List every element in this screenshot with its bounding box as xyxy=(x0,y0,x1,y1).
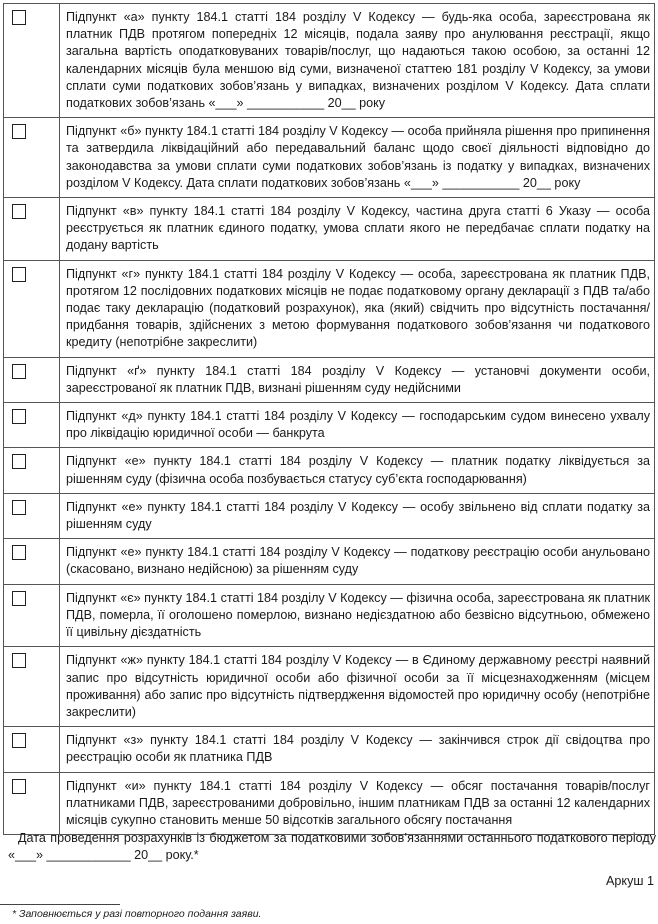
reason-text-8: Підпункт «е» пункту 184.1 статті 184 розділу V Кодексу — особу звільнено від сплати податку за рішенням суду xyxy=(60,493,655,538)
reason-checkbox-3[interactable] xyxy=(12,204,26,219)
reason-row-2 xyxy=(4,118,655,198)
reason-checkbox-8[interactable] xyxy=(12,500,26,515)
reason-row-8 xyxy=(4,493,655,538)
reason-checkbox-4[interactable] xyxy=(12,267,26,282)
settlement-date-text: Дата проведення розрахунків із бюджетом за податковими зобов’язаннями останнього податкового періоду «___» ____________ 20__ року.* xyxy=(8,831,656,863)
reason-checkbox-6[interactable] xyxy=(12,409,26,424)
reason-checkbox-5[interactable] xyxy=(12,364,26,379)
reason-text-3: Підпункт «в» пункту 184.1 статті 184 розділу V Кодексу, частина друга статті 6 Указу — особа реєструється як платник єдиного податку, умова сплати якого не передбачає сплати податку на додану вартість xyxy=(60,198,655,261)
reason-row-6 xyxy=(4,403,655,448)
reason-row-11 xyxy=(4,647,655,727)
reasons-table xyxy=(3,3,655,835)
reason-row-13 xyxy=(4,772,655,835)
reason-row-4 xyxy=(4,260,655,357)
reason-row-12 xyxy=(4,727,655,772)
sheet-label: Аркуш 1 xyxy=(606,874,654,888)
reason-checkbox-7[interactable] xyxy=(12,454,26,469)
reason-row-7 xyxy=(4,448,655,493)
reason-text-5: Підпункт «ґ» пункту 184.1 статті 184 розділу V Кодексу — установчі документи особи, зареєстрованої як платник ПДВ, визнані рішенням суду недійсними xyxy=(60,357,655,402)
reason-checkbox-12[interactable] xyxy=(12,733,26,748)
footnote: * Заповнюється у разі повторного подання заяви. xyxy=(12,908,262,920)
reason-text-9: Підпункт «е» пункту 184.1 статті 184 розділу V Кодексу — податкову реєстрацію особи анульовано (скасовано, визнано недійсною) за рішенням суду xyxy=(60,539,655,584)
reason-text-12: Підпункт «з» пункту 184.1 статті 184 розділу V Кодексу — закінчився строк дії свідоцтва про реєстрацію особи як платника ПДВ xyxy=(60,727,655,772)
reason-text-13: Підпункт «и» пункту 184.1 статті 184 розділу V Кодексу — обсяг постачання товарів/послуг платниками ПДВ, зареєстрованими добровільно, іншим платникам ПДВ за останні 12 календарних місяців сукупно становить менше 50 відсотків загального обсягу постачання xyxy=(60,772,655,835)
reason-text-1: Підпункт «а» пункту 184.1 статті 184 розділу V Кодексу — будь-яка особа, зареєстрована як платник ПДВ протягом попередніх 12 місяців, подала заяву про анулювання реєстрації, якщо загальна вартість оподатковуваних товарів/послуг, що надаються такою особою, за останні 12 календарних місяців була меншою від суми, визначеної статтею 181 розділу V Кодексу, за умови сплати суми податкових зобов’язань у випадках, визначених розділом V Кодексу. Дата сплати податкових зобов’язань «___» ___________ 20__ року xyxy=(60,4,655,118)
reason-checkbox-9[interactable] xyxy=(12,545,26,560)
reason-checkbox-2[interactable] xyxy=(12,124,26,139)
reason-checkbox-13[interactable] xyxy=(12,779,26,794)
reason-text-4: Підпункт «г» пункту 184.1 статті 184 розділу V Кодексу — особа, зареєстрована як платник ПДВ, протягом 12 послідовних податкових місяців не подає податковому органу декларації з ПДВ та/або подає таку декларацію (податковий розрахунок), яка (який) свідчить про відсутність постачання/придбання товарів, здійснених з метою формування податкового зобов’язання чи податкового кредиту (непотрібне закреслити) xyxy=(60,260,655,357)
reason-text-2: Підпункт «б» пункту 184.1 статті 184 розділу V Кодексу — особа прийняла рішення про припинення та затвердила ліквідаційний або передавальний баланс щодо своєї діяльності відповідно до законодавства за умови сплати суми податкових зобов’язань із податку у випадках, визначених розділом V Кодексу. Дата сплати податкових зобов’язань «___» ___________ 20__ року xyxy=(60,118,655,198)
reason-checkbox-11[interactable] xyxy=(12,653,26,668)
reason-row-5 xyxy=(4,357,655,402)
reason-row-3 xyxy=(4,198,655,261)
reason-row-9 xyxy=(4,539,655,584)
reason-checkbox-10[interactable] xyxy=(12,591,26,606)
reason-text-7: Підпункт «е» пункту 184.1 статті 184 розділу V Кодексу — платник податку ліквідується за рішенням суду (фізична особа позбувається статусу суб’єкта господарювання) xyxy=(60,448,655,493)
footnote-rule xyxy=(0,904,120,905)
reason-text-11: Підпункт «ж» пункту 184.1 статті 184 розділу V Кодексу — в Єдиному державному реєстрі наявний запис про відсутність юридичної особи або фізичної особи за її місцезнаходженням (місцем проживання) або запис про відсутність підтвердження відомостей про юридичну особу (непотрібне закреслити) xyxy=(60,647,655,727)
reason-text-6: Підпункт «д» пункту 184.1 статті 184 розділу V Кодексу — господарським судом винесено ухвалу про ліквідацію юридичної особи — банкрута xyxy=(60,403,655,448)
reason-text-10: Підпункт «є» пункту 184.1 статті 184 розділу V Кодексу — фізична особа, зареєстрована як платник ПДВ, померла, її оголошено померлою, визнано недієздатною або безвісно відсутньою, обмежено її цивільну дієздатність xyxy=(60,584,655,647)
reason-row-10 xyxy=(4,584,655,647)
reason-checkbox-1[interactable] xyxy=(12,10,26,25)
reason-row-1 xyxy=(4,4,655,118)
